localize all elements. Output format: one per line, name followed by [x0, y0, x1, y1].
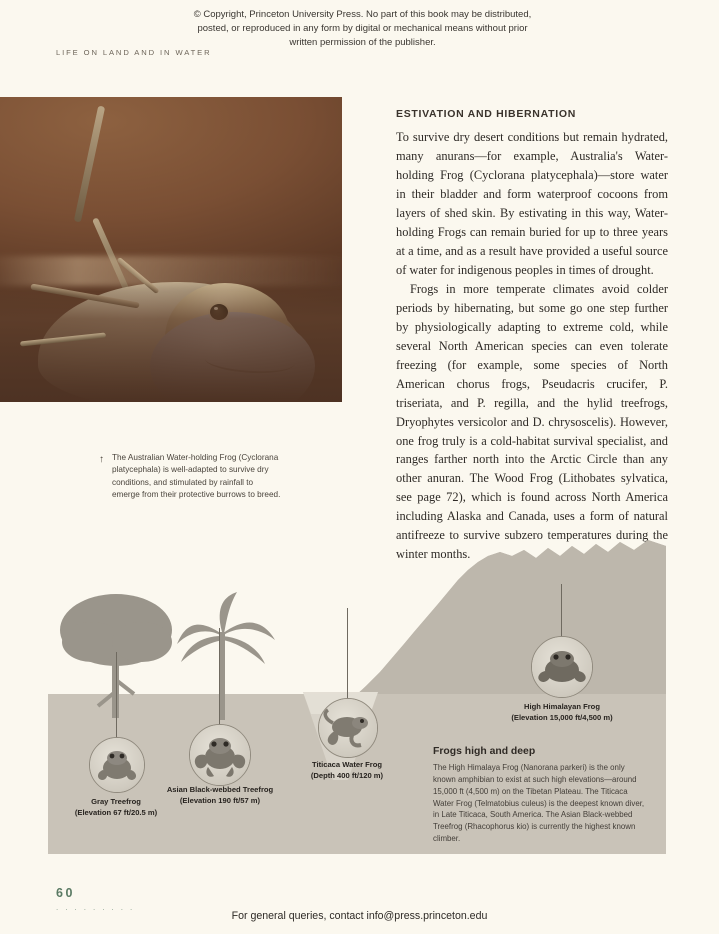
marker-name: Titicaca Water Frog — [311, 760, 383, 769]
marker-detail: (Elevation 190 ft/57 m) — [179, 795, 261, 805]
photo-caption-text: The Australian Water-holding Frog (Cyclorana platycephala) is well-adapted to survive dry conditions, and stimulated by rainfall to emerge from their protective burrows to breed. — [112, 453, 281, 500]
page-number: 60 — [56, 886, 75, 900]
marker-detail: (Elevation 67 ft/20.5 m) — [74, 807, 158, 817]
copyright-notice: © Copyright, Princeton University Press. No part of this book may be distributed, posted, or reproduced in any form by digital or mechanical means without prior written permission of the publisher. — [193, 9, 532, 48]
marker-name: Gray Treefrog — [91, 797, 141, 806]
up-arrow-icon: ↑ — [99, 454, 104, 465]
article-paragraph-2: Frogs in more temperate climates avoid colder periods by hibernating, but some go one step further by physiologically adapting to extreme cold, while several North American species can even tolerate freezing (for example, some species of North American chorus frogs, Pseudacris crucifer, P. triseriata, and P. regilla, and the hylid treefrogs, Dryophytes versicolor and D. chrysoscelis). However, one frog truly is a cold-habitat survival specialist, and ranges farther north into the Arctic Circle than any other anuran. The Wood Frog (Lithobates sylvatica, see page 72), which is found across North America including Alaska and Canada, uses a form of natural antifreeze to survive subzero temperatures during the winter months. — [396, 281, 668, 562]
palm-tree-silhouette — [175, 592, 295, 720]
diagram-sidebar-body: The High Himalaya Frog (Nanorana parkeri) is the only known amphibian to exist at such high elevations—around 15,000 ft (4,500 m) on the Tibetan Plateau. The Titicaca Water Frog (Telmatobius culeus) is the deepest known diver, in Late Titicaca, South America. The Asian Black-webbed Treefrog (Rhacophorus kio) is currently the highest known climber. — [433, 763, 645, 844]
photo-caption — [99, 452, 282, 502]
callout-stem — [219, 628, 220, 732]
article-heading: ESTIVATION AND HIBERNATION — [396, 108, 576, 120]
marker-detail: (Elevation 15,000 ft/4,500 m) — [511, 712, 613, 722]
marker-label-titicaca-water-frog — [262, 760, 432, 782]
callout-high-himalayan-frog — [531, 636, 593, 698]
marker-label-high-himalayan-frog — [471, 702, 653, 724]
titicaca-water-frog-icon — [319, 699, 377, 757]
folio-dots: . . . . . . . . . — [56, 903, 135, 912]
callout-asian-black-webbed-treefrog — [189, 724, 251, 786]
marker-detail: (Depth 400 ft/120 m) — [310, 770, 384, 780]
high-himalayan-frog-icon — [532, 637, 592, 697]
elevation-diagram — [0, 540, 719, 870]
marker-label-asian-black-webbed-treefrog — [110, 785, 330, 807]
marker-name: Asian Black-webbed Treefrog — [166, 785, 274, 794]
article-paragraph-1: To survive dry desert conditions but remain hydrated, many anurans—for example, Australia's Water-holding Frog (Cyclorana platycephala)—store water in their bladder and form waterproof cocoons from layers of shed skin. By estivating in this way, Water-holding Frogs can remain buried for up to three years at a time, and as a result have provided a useful source of water for indigenous peoples in times of drought. — [396, 130, 668, 277]
callout-stem — [116, 652, 117, 742]
water-highlight — [0, 256, 342, 287]
diagram-sidebar-heading: Frogs high and deep — [433, 746, 536, 757]
marker-name: High Himalayan Frog — [524, 702, 600, 711]
diagram-sidebar — [433, 746, 645, 845]
article-column — [396, 108, 668, 564]
running-head: LIFE ON LAND AND IN WATER — [56, 48, 212, 57]
footer-contact-note: For general queries, contact info@press.princeton.edu — [231, 910, 488, 922]
frog-photograph — [0, 97, 342, 402]
callout-stem — [347, 608, 348, 706]
callout-titicaca-water-frog — [318, 698, 378, 758]
gray-treefrog-icon — [90, 738, 144, 792]
asian-black-webbed-treefrog-icon — [190, 725, 250, 785]
